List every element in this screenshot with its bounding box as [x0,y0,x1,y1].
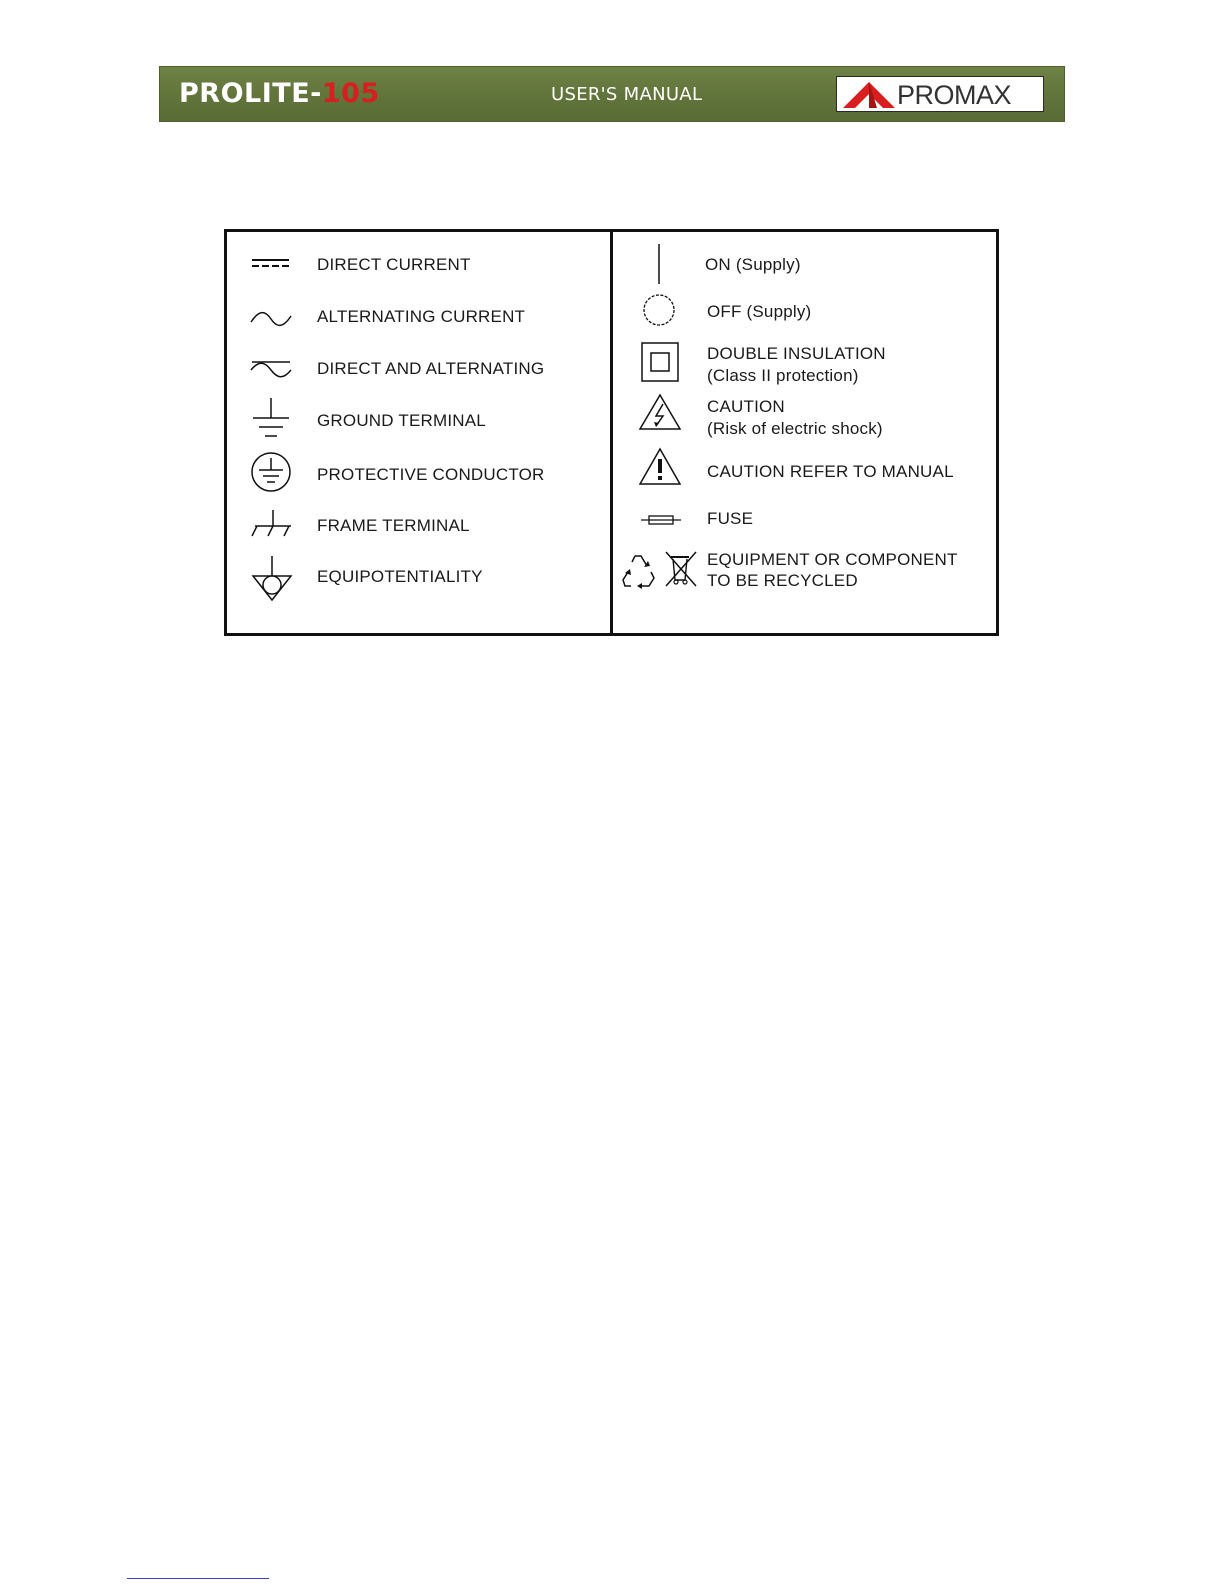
off-supply-icon [639,292,679,328]
fuse-icon [639,510,683,530]
symbol-label-electric-shock: CAUTION [707,397,785,416]
direct-and-alternating-icon [249,358,293,382]
symbol-sublabel-recycle: TO BE RECYCLED [707,571,858,590]
symbol-label-equipotentiality: EQUIPOTENTIALITY [317,567,483,586]
symbol-label-alternating-current: ALTERNATING CURRENT [317,307,526,326]
symbols-table [224,229,999,636]
promax-logo [836,76,1044,112]
symbol-label-caution-manual: CAUTION REFER TO MANUAL [707,462,954,481]
header-banner [159,66,1065,122]
double-insulation-icon [639,340,681,384]
symbol-label-fuse: FUSE [707,509,754,528]
symbol-sublabel-double-insulation: (Class II protection) [707,366,859,385]
manual-title: USER'S MANUAL [551,84,703,105]
symbol-label-protective-conductor: PROTECTIVE CONDUCTOR [317,465,545,484]
column-divider [610,232,613,633]
symbol-label-direct-current: DIRECT CURRENT [317,255,471,274]
symbol-label-direct-and-alternating: DIRECT AND ALTERNATING [317,359,545,378]
footer-rule [127,1578,269,1579]
symbol-label-ground-terminal: GROUND TERMINAL [317,411,486,430]
recycle-icon [619,550,659,592]
symbol-label-recycle: EQUIPMENT OR COMPONENT [707,550,958,569]
symbol-sublabel-electric-shock: (Risk of electric shock) [707,419,883,438]
symbol-label-on-supply: ON (Supply) [705,255,801,274]
alternating-current-icon [249,308,293,330]
product-model: 105 [321,78,380,109]
product-title [179,76,380,112]
on-supply-icon [639,242,679,286]
equipotentiality-icon [249,554,295,604]
symbol-label-frame-terminal: FRAME TERMINAL [317,516,470,535]
caution-manual-icon [637,446,683,488]
crossed-bin-icon [663,550,699,588]
frame-terminal-icon [249,506,295,540]
brand-name: PROMAX [897,80,1012,110]
protective-conductor-icon [249,450,293,494]
electric-shock-icon [637,392,683,432]
promax-triangle-icon [841,80,897,110]
direct-current-icon [249,256,293,270]
symbol-label-double-insulation: DOUBLE INSULATION [707,344,886,363]
ground-terminal-icon [249,396,293,442]
product-name: PROLITE- [179,78,322,109]
symbol-label-off-supply: OFF (Supply) [707,302,812,321]
